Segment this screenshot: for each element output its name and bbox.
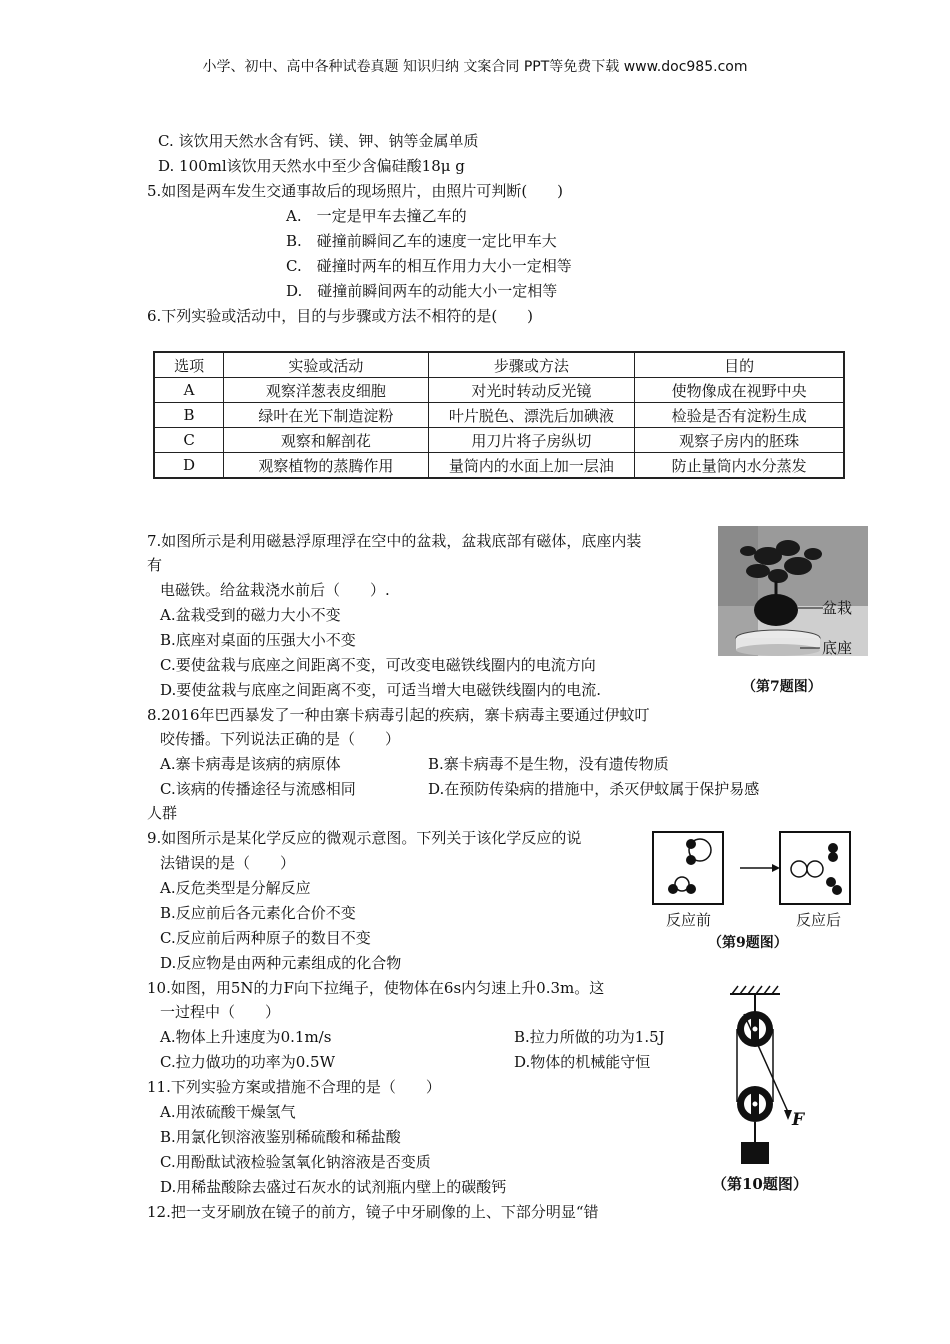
- table-cell: 观察和解剖花: [224, 428, 428, 453]
- q7-stem-line1: 7.如图所示是利用磁悬浮原理浮在空中的盆栽，盆栽底部有磁体，底座内装: [147, 532, 642, 550]
- table-row: [154, 453, 844, 479]
- q7-caption: （第7题图）: [742, 679, 822, 695]
- table-cell: 量筒内的水面上加一层油: [428, 453, 635, 479]
- table-cell: B: [154, 403, 224, 428]
- q5-stem: 5.如图是两车发生交通事故后的现场照片，由照片可判断( ): [147, 182, 564, 200]
- q5-option-d: D. 碰撞前瞬间两车的动能大小一定相等: [286, 282, 558, 300]
- q6-stem: 6.下列实验或活动中，目的与步骤或方法不相符的是( ): [147, 307, 534, 325]
- q10-option-c: C.拉力做功的功率为0.5W: [160, 1053, 335, 1071]
- table-cell: A: [154, 378, 224, 403]
- q10-stem-line1: 10.如图，用5N的力F向下拉绳子，使物体在6s内匀速上升0.3m。这: [147, 979, 605, 997]
- q9-option-c: C.反应前后两种原子的数目不变: [160, 929, 371, 947]
- table-cell: 用刀片将子房纵切: [428, 428, 635, 453]
- q8-option-b: B.寨卡病毒不是生物，没有遗传物质: [428, 755, 669, 773]
- q8-option-a: A.寨卡病毒是该病的病原体: [160, 755, 341, 773]
- q4-option-c: C. 该饮用天然水含有钙、镁、钾、钠等金属单质: [158, 132, 479, 150]
- table-cell: 使物像成在视野中央: [635, 378, 844, 403]
- q4-option-d: D. 100ml该饮用天然水中至少含偏硅酸18μ g: [158, 157, 465, 175]
- page-header: 小学、初中、高中各种试卷真题 知识归纳 文案合同 PPT等免费下载 www.doc985.com: [202, 59, 748, 75]
- q9-label-before: 反应前: [666, 911, 712, 929]
- q10-option-d: D.物体的机械能守恒: [514, 1053, 651, 1071]
- q9-reaction-figure: [650, 830, 855, 908]
- table-cell: 观察洋葱表皮细胞: [224, 378, 428, 403]
- table-row: [154, 428, 844, 453]
- table-cell: 叶片脱色、漂洗后加碘液: [428, 403, 635, 428]
- q10-caption: （第10题图）: [712, 1175, 808, 1193]
- table-cell: C: [154, 428, 224, 453]
- q7-label-pot: 盆栽: [822, 599, 853, 617]
- q5-option-b: B. 碰撞前瞬间乙车的速度一定比甲车大: [286, 232, 557, 250]
- q11-option-a: A.用浓硫酸干燥氢气: [160, 1103, 296, 1121]
- table-cell: 绿叶在光下制造淀粉: [224, 403, 428, 428]
- q7-option-c: C.要使盆栽与底座之间距离不变，可改变电磁铁线圈内的电流方向: [160, 656, 596, 674]
- q11-stem: 11.下列实验方案或措施不合理的是（ ）: [147, 1078, 441, 1096]
- q10-option-a: A.物体上升速度为0.1m/s: [160, 1028, 332, 1046]
- q7-stem-line2: 有: [147, 556, 163, 574]
- table-cell: 对光时转动反光镜: [428, 378, 635, 403]
- table-header-cell: 目的: [635, 352, 844, 378]
- q8-option-c: C.该病的传播途径与流感相同: [160, 780, 356, 798]
- q10-force-label: F: [792, 1110, 805, 1130]
- q10-option-b: B.拉力所做的功为1.5J: [514, 1028, 665, 1046]
- table-cell: 检验是否有淀粉生成: [635, 403, 844, 428]
- q9-stem-line1: 9.如图所示是某化学反应的微观示意图。下列关于该化学反应的说: [147, 829, 582, 847]
- q6-table: [153, 351, 845, 479]
- table-cell: D: [154, 453, 224, 479]
- q9-option-d: D.反应物是由两种元素组成的化合物: [160, 954, 402, 972]
- q8-option-d-cont: 人群: [147, 804, 178, 822]
- q7-option-d: D.要使盆栽与底座之间距离不变，可适当增大电磁铁线圈内的电流.: [160, 681, 602, 699]
- q5-option-c: C. 碰撞时两车的相互作用力大小一定相等: [286, 257, 572, 275]
- q10-stem-line2: 一过程中（ ）: [160, 1003, 281, 1021]
- q9-stem-line2: 法错误的是（ ）: [160, 854, 296, 872]
- q8-option-d: D.在预防传染病的措施中，杀灭伊蚊属于保护易感: [428, 780, 760, 798]
- table-row: [154, 403, 844, 428]
- q9-option-a: A.反危类型是分解反应: [160, 879, 311, 897]
- table-header-cell: 选项: [154, 352, 224, 378]
- table-cell: 防止量筒内水分蒸发: [635, 453, 844, 479]
- table-cell: 观察子房内的胚珠: [635, 428, 844, 453]
- table-header-cell: 实验或活动: [224, 352, 428, 378]
- q7-stem-line3: 电磁铁。给盆栽浇水前后（ ）.: [160, 581, 390, 599]
- q9-caption: （第9题图）: [708, 935, 788, 951]
- q7-label-base: 底座: [822, 639, 853, 657]
- q8-stem-line2: 咬传播。下列说法正确的是（ ）: [160, 730, 401, 748]
- q11-option-d: D.用稀盐酸除去盛过石灰水的试剂瓶内壁上的碳酸钙: [160, 1178, 507, 1196]
- q9-label-after: 反应后: [796, 911, 842, 929]
- table-row: [154, 378, 844, 403]
- weight-block: [741, 1142, 769, 1164]
- q12-stem: 12.把一支牙刷放在镜子的前方，镜子中牙刷像的上、下部分明显“错: [147, 1203, 599, 1221]
- force-arrow-icon: [784, 1110, 792, 1120]
- q11-option-c: C.用酚酞试液检验氢氧化钠溶液是否变质: [160, 1153, 431, 1171]
- q10-pulley-figure: [722, 984, 812, 1166]
- q5-option-a: A. 一定是甲车去撞乙车的: [286, 207, 467, 225]
- table-header-row: [154, 352, 844, 378]
- table-cell: 观察植物的蒸腾作用: [224, 453, 428, 479]
- q9-option-b: B.反应前后各元素化合价不变: [160, 904, 356, 922]
- q7-option-b: B.底座对桌面的压强大小不变: [160, 631, 356, 649]
- q11-option-b: B.用氯化钡溶液鉴别稀硫酸和稀盐酸: [160, 1128, 401, 1146]
- q8-stem-line1: 8.2016年巴西暴发了一种由寨卡病毒引起的疾病，寨卡病毒主要通过伊蚊叮: [147, 706, 650, 724]
- table-header-cell: 步骤或方法: [428, 352, 635, 378]
- q7-option-a: A.盆栽受到的磁力大小不变: [160, 606, 341, 624]
